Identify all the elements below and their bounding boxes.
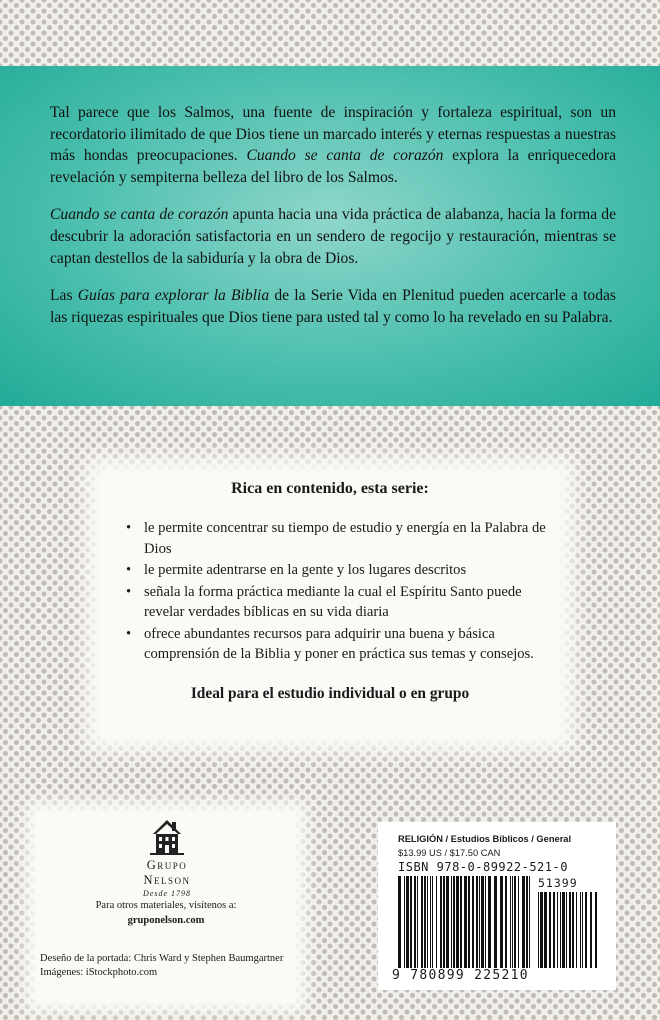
addon-digits: 51399 xyxy=(538,876,578,890)
barcode-bar xyxy=(557,892,558,968)
description-paragraph-1 xyxy=(50,102,616,188)
barcode-bar xyxy=(522,876,525,968)
p1-text-b: explora la enriquecedora revelación y sempiterna belleza del libro de los Salmos. xyxy=(50,147,616,186)
p1-text-a: Tal parece que los Salmos, una fuente de inspiración y fortaleza espiritual, son un recordatorio ilimitado de que Dios tiene un marcado interés y eternas respuestas a nuestras más hondas preocupaciones. xyxy=(50,104,616,165)
barcode-bar xyxy=(440,876,442,968)
p2-text-b: apunta hacia una vida práctica de alabanza, hacia la forma de descubrir la adoración satisfactoria en un sendero de regocijo y restauración, mientras se captan destellos de la sabiduría y la obra de Dios. xyxy=(50,206,617,267)
publisher-since: Desde 1798 xyxy=(143,889,191,898)
barcode-bar xyxy=(569,892,571,968)
barcode-bar xyxy=(436,876,437,968)
barcode-bar xyxy=(446,876,449,968)
description-panel xyxy=(0,66,660,406)
isbn: ISBN 978-0-89922-521-0 xyxy=(398,860,568,874)
barcode-bar xyxy=(406,876,409,968)
features-section xyxy=(100,472,560,737)
features-list-item: • le permite concentrar su tiempo de estudio y energía en la Palabra de Dios xyxy=(126,518,560,559)
barcode-bar xyxy=(514,876,516,968)
ean-digits: 9 780899 225210 xyxy=(392,968,529,983)
barcode-bar xyxy=(453,876,455,968)
p2-book-title: Cuando se canta de corazón xyxy=(50,206,229,224)
barcode-bar xyxy=(427,876,428,968)
barcode-bar xyxy=(479,876,480,968)
barcode-bar xyxy=(566,892,567,968)
description-paragraph-3 xyxy=(50,285,616,328)
features-list-item: • ofrece abundantes recursos para adquirir una buena y básica comprensión de la Biblia y poner en práctica sus temas y consejos. xyxy=(126,624,560,665)
barcode-bar xyxy=(540,892,543,968)
barcode-bar xyxy=(576,892,577,968)
publisher-logo xyxy=(122,816,212,898)
barcode-bar xyxy=(410,876,412,968)
bisac-category: RELIGIÓN / Estudios Bíblicos / General xyxy=(398,834,572,844)
barcode-bar xyxy=(476,876,478,968)
barcode-bar xyxy=(472,876,474,968)
barcode-bar xyxy=(417,876,418,968)
barcode-bar xyxy=(421,876,423,968)
credits xyxy=(40,952,283,980)
barcode-bar xyxy=(481,876,484,968)
barcode-bar xyxy=(510,876,511,968)
features-heading: Rica en contenido, esta serie: xyxy=(231,480,429,497)
barcode-bar xyxy=(560,892,561,968)
barcode-bar xyxy=(595,892,597,968)
barcode-bar xyxy=(582,892,583,968)
barcode-bar xyxy=(518,876,519,968)
barcode-bar xyxy=(424,876,426,968)
ean-barcode xyxy=(398,876,532,968)
barcode-bar xyxy=(430,876,431,968)
barcode-bar xyxy=(549,892,551,968)
barcode-bar xyxy=(529,876,530,968)
visit-info xyxy=(36,898,296,928)
images-credit: Imágenes: iStockphoto.com xyxy=(40,967,158,978)
features-list-item: • señala la forma práctica mediante la cual el Espíritu Santo puede revelar verdades bíblicas en su vida diaria xyxy=(126,582,560,623)
barcode-bar xyxy=(468,876,470,968)
publisher-url[interactable]: gruponelson.com xyxy=(127,915,205,926)
cover-design-credit: Deseño de la portada: Chris Ward y Stephen Baumgartner xyxy=(40,953,284,964)
addon-barcode xyxy=(538,892,600,968)
barcode-bar xyxy=(580,892,581,968)
barcode-bar xyxy=(432,876,433,968)
p3-text-b: de la Serie Vida en Plenitud pueden acercarle a todas las riquezas espirituales que Dios tiene para usted tal y como lo ha revelado en su Palabra. xyxy=(50,287,616,326)
features-closing: Ideal para el estudio individual o en grupo xyxy=(190,684,470,702)
barcode-bar xyxy=(485,876,486,968)
features-list xyxy=(100,518,560,665)
features-list-item: • le permite adentrarse en la gente y los lugares descritos xyxy=(126,560,560,581)
barcode-bar xyxy=(544,892,547,968)
barcode-bar xyxy=(451,876,452,968)
visit-text: Para otros materiales, visítenos a: xyxy=(95,900,237,911)
barcode-bar xyxy=(572,892,574,968)
barcode-bar xyxy=(500,876,503,968)
barcode-bar xyxy=(460,876,462,968)
p3-text-a: Las xyxy=(50,287,78,305)
barcode-bar xyxy=(538,892,539,968)
barcode-bar xyxy=(443,876,445,968)
barcode-bar xyxy=(488,876,491,968)
barcode-bar xyxy=(553,892,555,968)
barcode-bar xyxy=(414,876,416,968)
barcode-bar xyxy=(398,876,401,968)
p1-book-title: Cuando se canta de corazón xyxy=(246,147,444,165)
barcode-bar xyxy=(505,876,507,968)
barcode-bar xyxy=(494,876,497,968)
publisher-block xyxy=(36,812,296,1002)
barcode-bar xyxy=(512,876,513,968)
barcode-bar xyxy=(585,892,587,968)
barcode-bar xyxy=(562,892,565,968)
house-logo-icon xyxy=(147,816,187,856)
barcode-bar xyxy=(456,876,459,968)
barcode-bar xyxy=(404,876,405,968)
barcode-box xyxy=(378,822,616,990)
barcode-bar xyxy=(590,892,592,968)
barcode-bar xyxy=(464,876,467,968)
price: $13.99 US / $17.50 CAN xyxy=(398,848,501,858)
barcode-bar xyxy=(526,876,528,968)
publisher-name: Grupo Nelson xyxy=(143,858,191,887)
description-paragraph-2 xyxy=(50,204,616,269)
p3-series-title: Guías para explorar la Biblia xyxy=(77,287,270,305)
